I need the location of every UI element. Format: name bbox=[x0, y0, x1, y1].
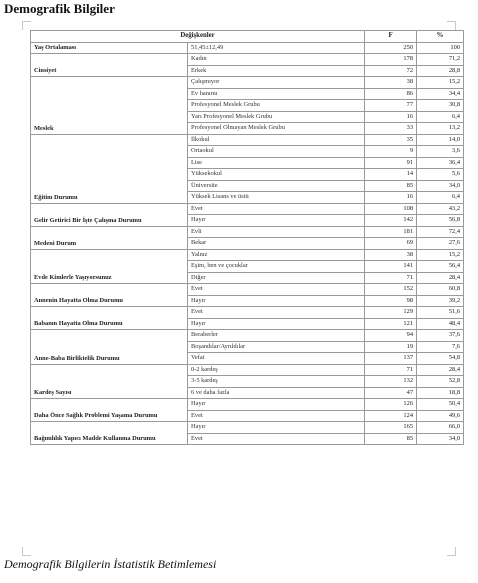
percent-cell: 56,8 bbox=[417, 215, 464, 227]
variable-label: Annenin Hayatta Olma Durumu bbox=[31, 284, 188, 307]
table-row bbox=[31, 249, 464, 261]
percent-cell: 34,4 bbox=[417, 88, 464, 100]
category-cell: 51,45±12,49 bbox=[188, 42, 365, 54]
frequency-cell: 16 bbox=[365, 111, 417, 123]
percent-cell: 34,0 bbox=[417, 180, 464, 192]
variable-label: Medeni Durum bbox=[31, 226, 188, 249]
percent-cell: 37,6 bbox=[417, 330, 464, 342]
category-cell: Erkek bbox=[188, 65, 365, 77]
percent-cell: 18,8 bbox=[417, 387, 464, 399]
variable-label: Babanın Hayatta Olma Durumu bbox=[31, 307, 188, 330]
header-frequency: F bbox=[365, 31, 417, 43]
variable-label: Kardeş Sayısı bbox=[31, 364, 188, 399]
variable-label: Cinsiyet bbox=[31, 54, 188, 77]
category-cell: Eşim, ben ve çocuklar bbox=[188, 261, 365, 273]
category-cell: Yüksekokul bbox=[188, 169, 365, 181]
percent-cell: 54,8 bbox=[417, 353, 464, 365]
category-cell: Çalışmıyor bbox=[188, 77, 365, 89]
table-row bbox=[31, 77, 464, 89]
frequency-cell: 108 bbox=[365, 203, 417, 215]
percent-cell: 39,2 bbox=[417, 295, 464, 307]
category-cell: Evet bbox=[188, 433, 365, 445]
category-cell: Vefat bbox=[188, 353, 365, 365]
percent-cell: 14,0 bbox=[417, 134, 464, 146]
percent-cell: 15,2 bbox=[417, 77, 464, 89]
category-cell: Boşandılar/Ayrıldılar bbox=[188, 341, 365, 353]
category-cell: Evli bbox=[188, 226, 365, 238]
demographics-table bbox=[30, 30, 464, 445]
percent-cell: 28,8 bbox=[417, 65, 464, 77]
frequency-cell: 94 bbox=[365, 330, 417, 342]
frame-corner-bottom-right bbox=[447, 547, 456, 556]
frequency-cell: 71 bbox=[365, 272, 417, 284]
category-cell: Hayır bbox=[188, 215, 365, 227]
frequency-cell: 47 bbox=[365, 387, 417, 399]
table-row bbox=[31, 284, 464, 296]
frequency-cell: 86 bbox=[365, 88, 417, 100]
frequency-cell: 33 bbox=[365, 123, 417, 135]
percent-cell: 13,2 bbox=[417, 123, 464, 135]
category-cell: Kadın bbox=[188, 54, 365, 66]
frequency-cell: 35 bbox=[365, 134, 417, 146]
category-cell: Üniversite bbox=[188, 180, 365, 192]
frequency-cell: 85 bbox=[365, 433, 417, 445]
variable-label: Gelir Getirici Bir İşte Çalışma Durumu bbox=[31, 203, 188, 226]
frequency-cell: 85 bbox=[365, 180, 417, 192]
page-heading: Demografik Bilgiler bbox=[4, 1, 115, 16]
table-row bbox=[31, 42, 464, 54]
variable-label: Daha Önce Sağlık Problemi Yaşama Durumu bbox=[31, 399, 188, 422]
category-cell: 6 ve daha fazla bbox=[188, 387, 365, 399]
percent-cell: 43,2 bbox=[417, 203, 464, 215]
percent-cell: 7,6 bbox=[417, 341, 464, 353]
frequency-cell: 142 bbox=[365, 215, 417, 227]
variable-label: Evde Kimlerle Yaşıyorsunuz bbox=[31, 249, 188, 284]
frequency-cell: 72 bbox=[365, 65, 417, 77]
category-cell: Yalnız bbox=[188, 249, 365, 261]
category-cell: Yüksek Lisans ve üstü bbox=[188, 192, 365, 204]
percent-cell: 34,0 bbox=[417, 433, 464, 445]
category-cell: Bekar bbox=[188, 238, 365, 250]
percent-cell: 36,4 bbox=[417, 157, 464, 169]
table-row bbox=[31, 422, 464, 434]
percent-cell: 3,6 bbox=[417, 146, 464, 158]
frequency-cell: 16 bbox=[365, 192, 417, 204]
variable-label: Anne-Baba Birliktelik Durumu bbox=[31, 330, 188, 365]
frequency-cell: 77 bbox=[365, 100, 417, 112]
category-cell: İlkokul bbox=[188, 134, 365, 146]
category-cell: Lise bbox=[188, 157, 365, 169]
frame-corner-top-right bbox=[447, 21, 456, 30]
table-row bbox=[31, 226, 464, 238]
percent-cell: 50,4 bbox=[417, 399, 464, 411]
category-cell: Ev hanımı bbox=[188, 88, 365, 100]
category-cell: Evet bbox=[188, 203, 365, 215]
header-variables: Değişkenler bbox=[31, 31, 365, 43]
frequency-cell: 165 bbox=[365, 422, 417, 434]
percent-cell: 72,4 bbox=[417, 226, 464, 238]
category-cell: Evet bbox=[188, 284, 365, 296]
frequency-cell: 129 bbox=[365, 307, 417, 319]
frequency-cell: 126 bbox=[365, 399, 417, 411]
percent-cell: 27,6 bbox=[417, 238, 464, 250]
percent-cell: 6,4 bbox=[417, 111, 464, 123]
frequency-cell: 124 bbox=[365, 410, 417, 422]
frequency-cell: 38 bbox=[365, 249, 417, 261]
frequency-cell: 137 bbox=[365, 353, 417, 365]
category-cell: 3-5 kardeş bbox=[188, 376, 365, 388]
category-cell: Beraberler bbox=[188, 330, 365, 342]
category-cell: Profesyonel Meslek Grubu bbox=[188, 100, 365, 112]
category-cell: Evet bbox=[188, 410, 365, 422]
percent-cell: 56,4 bbox=[417, 261, 464, 273]
percent-cell: 60,8 bbox=[417, 284, 464, 296]
frequency-cell: 19 bbox=[365, 341, 417, 353]
frame-corner-bottom-left bbox=[22, 547, 31, 556]
frequency-cell: 141 bbox=[365, 261, 417, 273]
table-row bbox=[31, 330, 464, 342]
frequency-cell: 178 bbox=[365, 54, 417, 66]
frame-corner-top-left bbox=[22, 21, 31, 30]
table-header-row bbox=[31, 31, 464, 43]
table-row bbox=[31, 54, 464, 66]
category-cell: Evet bbox=[188, 307, 365, 319]
frequency-cell: 69 bbox=[365, 238, 417, 250]
percent-cell: 30,8 bbox=[417, 100, 464, 112]
frequency-cell: 250 bbox=[365, 42, 417, 54]
frequency-cell: 71 bbox=[365, 364, 417, 376]
table-row bbox=[31, 203, 464, 215]
table-row bbox=[31, 134, 464, 146]
category-cell: Diğer bbox=[188, 272, 365, 284]
table-row bbox=[31, 364, 464, 376]
category-cell: 0-2 kardeş bbox=[188, 364, 365, 376]
table-row bbox=[31, 307, 464, 319]
variable-label: Meslek bbox=[31, 77, 188, 135]
frequency-cell: 14 bbox=[365, 169, 417, 181]
category-cell: Yarı Profesyonel Meslek Grubu bbox=[188, 111, 365, 123]
percent-cell: 5,6 bbox=[417, 169, 464, 181]
percent-cell: 15,2 bbox=[417, 249, 464, 261]
frequency-cell: 9 bbox=[365, 146, 417, 158]
category-cell: Hayır bbox=[188, 295, 365, 307]
frequency-cell: 132 bbox=[365, 376, 417, 388]
category-cell: Ortaokul bbox=[188, 146, 365, 158]
frequency-cell: 98 bbox=[365, 295, 417, 307]
percent-cell: 49,6 bbox=[417, 410, 464, 422]
category-cell: Hayır bbox=[188, 422, 365, 434]
frequency-cell: 91 bbox=[365, 157, 417, 169]
frequency-cell: 121 bbox=[365, 318, 417, 330]
table-row bbox=[31, 399, 464, 411]
percent-cell: 6,4 bbox=[417, 192, 464, 204]
percent-cell: 100 bbox=[417, 42, 464, 54]
frequency-cell: 152 bbox=[365, 284, 417, 296]
frequency-cell: 181 bbox=[365, 226, 417, 238]
frequency-cell: 38 bbox=[365, 77, 417, 89]
table-caption: Demografik Bilgilerin İstatistik Betimlemesi bbox=[4, 557, 217, 571]
percent-cell: 51,6 bbox=[417, 307, 464, 319]
category-cell: Profesyonel Olmayan Meslek Grubu bbox=[188, 123, 365, 135]
percent-cell: 28,4 bbox=[417, 272, 464, 284]
table-body bbox=[31, 42, 464, 445]
variable-label: Bağımlılık Yapıcı Madde Kullanma Durumu bbox=[31, 422, 188, 445]
variable-label: Yaş Ortalaması bbox=[31, 42, 188, 54]
percent-cell: 71,2 bbox=[417, 54, 464, 66]
percent-cell: 28,4 bbox=[417, 364, 464, 376]
category-cell: Hayır bbox=[188, 318, 365, 330]
percent-cell: 48,4 bbox=[417, 318, 464, 330]
category-cell: Hayır bbox=[188, 399, 365, 411]
percent-cell: 52,8 bbox=[417, 376, 464, 388]
variable-label: Eğitim Durumu bbox=[31, 134, 188, 203]
header-percent: % bbox=[417, 31, 464, 43]
percent-cell: 66,0 bbox=[417, 422, 464, 434]
